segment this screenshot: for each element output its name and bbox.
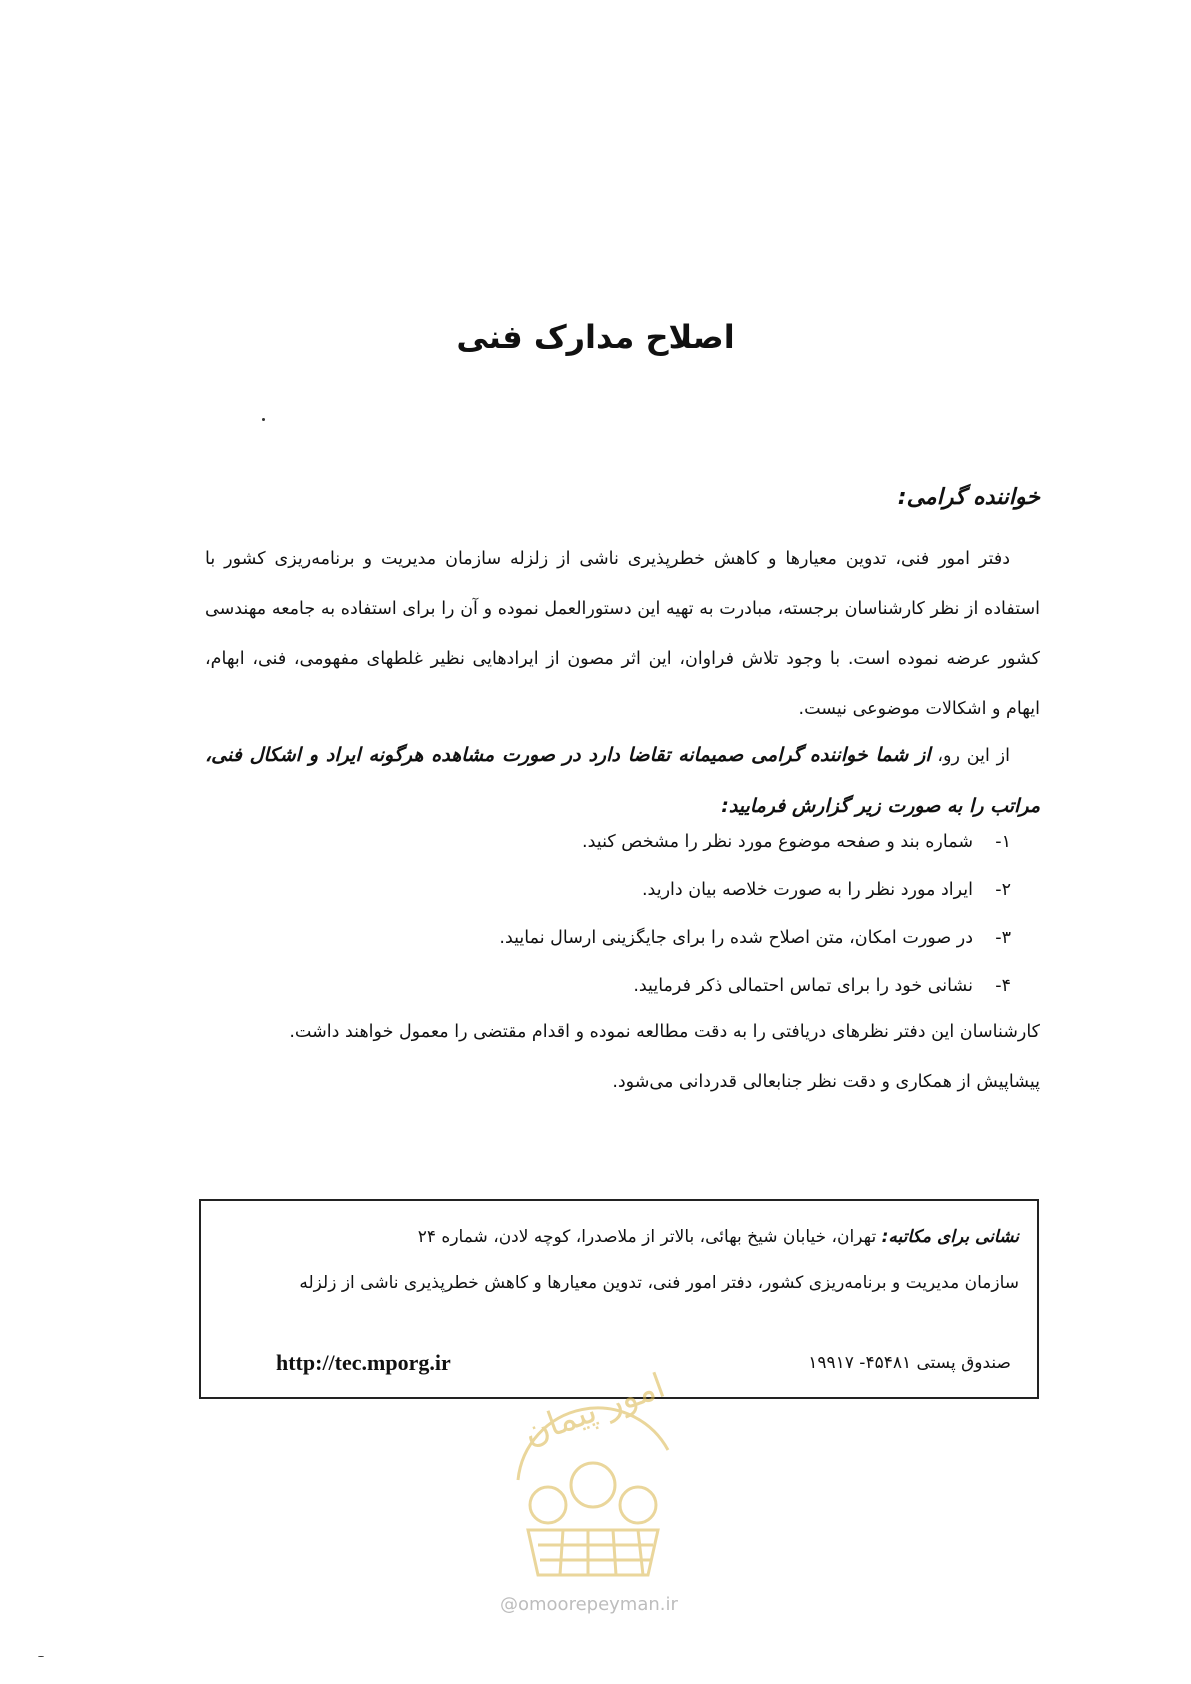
step-number: ۱- xyxy=(995,832,1011,852)
watermark-logo-text: امور پیمان xyxy=(518,1365,671,1454)
closing-line-thanks: پیشاپیش از همکاری و دقت نظر جنابعالی قدردانی می‌شود. xyxy=(612,1072,1040,1092)
list-item xyxy=(499,962,1011,1010)
step-number: ۳- xyxy=(995,928,1011,948)
report-steps-list xyxy=(499,818,1011,1010)
salutation: خواننده گرامی: xyxy=(897,485,1040,510)
list-item xyxy=(499,818,1011,866)
request-paragraph xyxy=(205,730,1040,832)
mailing-address-text: تهران، خیابان شیخ بهائی، بالاتر از ملاصدرا، کوچه لادن، شماره ۲۴ xyxy=(417,1227,882,1247)
step-text: شماره بند و صفحه موضوع مورد نظر را مشخص کنید. xyxy=(582,832,973,852)
scan-speck xyxy=(38,1656,44,1657)
organization-name: سازمان مدیریت و برنامه‌ریزی کشور، دفتر امور فنی، تدوین معیارها و کاهش خطرپذیری ناشی از زلزله xyxy=(299,1273,1019,1293)
step-text: ایراد مورد نظر را به صورت خلاصه بیان دارید. xyxy=(641,880,973,900)
list-item xyxy=(499,866,1011,914)
step-text: نشانی خود را برای تماس احتمالی ذکر فرمایید. xyxy=(633,976,973,996)
step-number: ۴- xyxy=(995,976,1011,996)
page-title: اصلاح مدارک فنی xyxy=(456,318,735,356)
step-number: ۲- xyxy=(995,880,1011,900)
po-box: صندوق پستی ۴۵۴۸۱- ۱۹۹۱۷ xyxy=(808,1353,1011,1373)
step-text: در صورت امکان، متن اصلاح شده را برای جایگزینی ارسال نمایید. xyxy=(499,928,973,948)
mailing-address xyxy=(418,1227,1019,1247)
omoorepeyman-watermark-logo xyxy=(488,1360,698,1590)
mailing-address-label: نشانی برای مکاتبه: xyxy=(881,1227,1019,1247)
request-emphasis: از شما خواننده گرامی صمیمانه تقاضا دارد در صورت مشاهده هرگونه ایراد و اشکال فنی، مراتب را به صورت زیر گزارش فرمایید: xyxy=(205,744,1040,817)
watermark-credit: @omoorepeyman.ir xyxy=(500,1594,678,1615)
list-item xyxy=(499,914,1011,962)
scan-speck xyxy=(262,418,265,421)
closing-line-review: کارشناسان این دفتر نظرهای دریافتی را به دقت مطالعه نموده و اقدام مقتضی را معمول خواهند داشت. xyxy=(289,1022,1040,1042)
intro-paragraph: دفتر امور فنی، تدوین معیارها و کاهش خطرپذیری ناشی از زلزله سازمان مدیریت و برنامه‌ریزی کشور با استفاده از نظر کارشناسان برجسته، مبادرت به تهیه این دستورالعمل نموده و آن را برای استفاده به جامعه مهندسی کشور عرضه نموده است. با وجود تلاش فراوان، این اثر مصون از ایرادهایی نظیر غلطهای مفهومی، فنی، ابهام، ایهام و اشکالات موضوعی نیست. xyxy=(205,549,1040,719)
website-link[interactable]: http://tec.mporg.ir xyxy=(276,1350,451,1375)
request-prefix: از این رو، xyxy=(930,746,1010,766)
